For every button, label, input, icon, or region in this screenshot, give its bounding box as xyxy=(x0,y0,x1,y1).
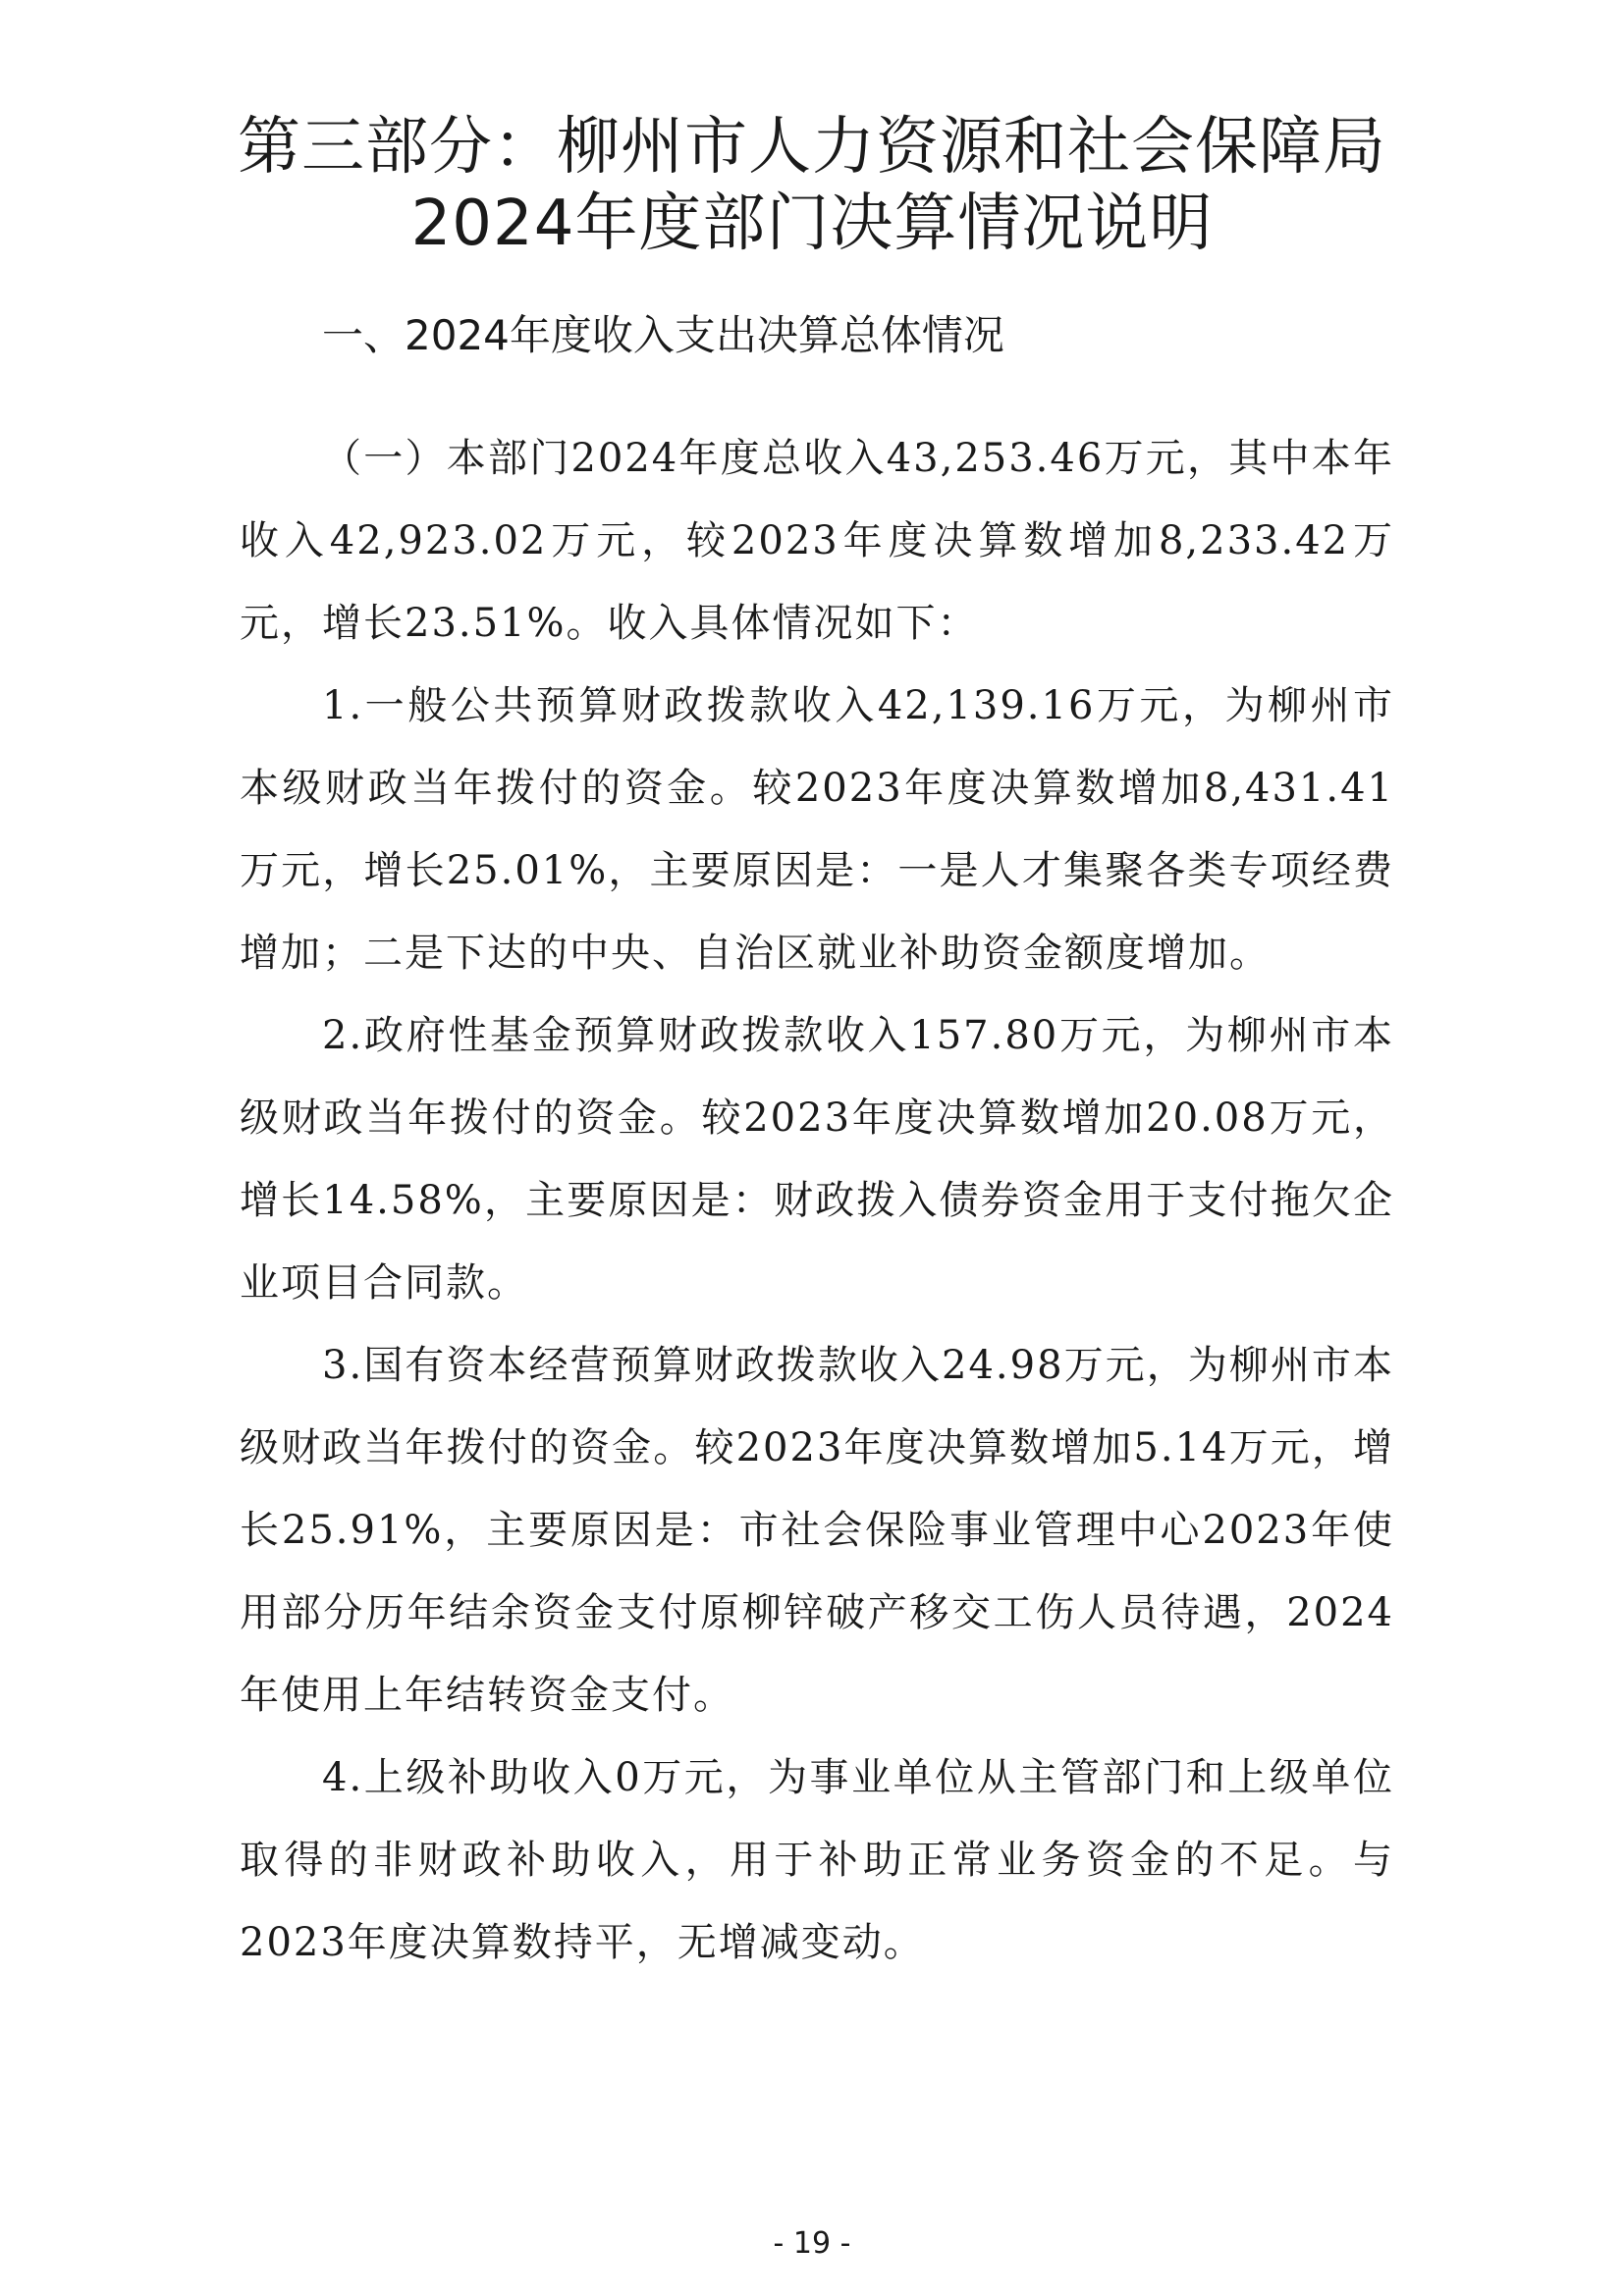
paragraph-state-capital: 3.国有资本经营预算财政拨款收入24.98万元，为柳州市本级财政当年拨付的资金。较2023年度决算数增加5.14万元，增长25.91%，主要原因是：市社会保险事业管理中心2023年使用部分历年结余资金支付原柳锌破产移交工伤人员待遇，2024年使用上年结转资金支付。 xyxy=(240,1343,1394,1718)
paragraph-government-fund: 2.政府性基金预算财政拨款收入157.80万元，为柳州市本级财政当年拨付的资金。较2023年度决算数增加20.08万元，增长14.58%，主要原因是：财政拨入债券资金用于支付拖欠企业项目合同款。 xyxy=(240,1013,1394,1306)
paragraph-total-income: （一）本部门2024年度总收入43,253.46万元，其中本年收入42,923.02万元，较2023年度决算数增加8,233.42万元，增长23.51%。收入具体情况如下： xyxy=(240,436,1394,646)
section-heading: 一、2024年度收入支出决算总体情况 xyxy=(322,311,1004,359)
paragraph-general-budget: 1.一般公共预算财政拨款收入42,139.16万元，为柳州市本级财政当年拨付的资金。较2023年度决算数增加8,431.41万元，增长25.01%，主要原因是：一是人才集聚各类专项经费增加；二是下达的中央、自治区就业补助资金额度增加。 xyxy=(240,683,1394,976)
page-number: - 19 - xyxy=(773,2226,851,2261)
document-title-line-1: 第三部分：柳州市人力资源和社会保障局 xyxy=(238,111,1386,184)
document-title-line-2: 2024年度部门决算情况说明 xyxy=(410,187,1214,260)
paragraph-superior-subsidy: 4.上级补助收入0万元，为事业单位从主管部门和上级单位取得的非财政补助收入，用于补助正常业务资金的不足。与2023年度决算数持平，无增减变动。 xyxy=(240,1755,1394,1965)
